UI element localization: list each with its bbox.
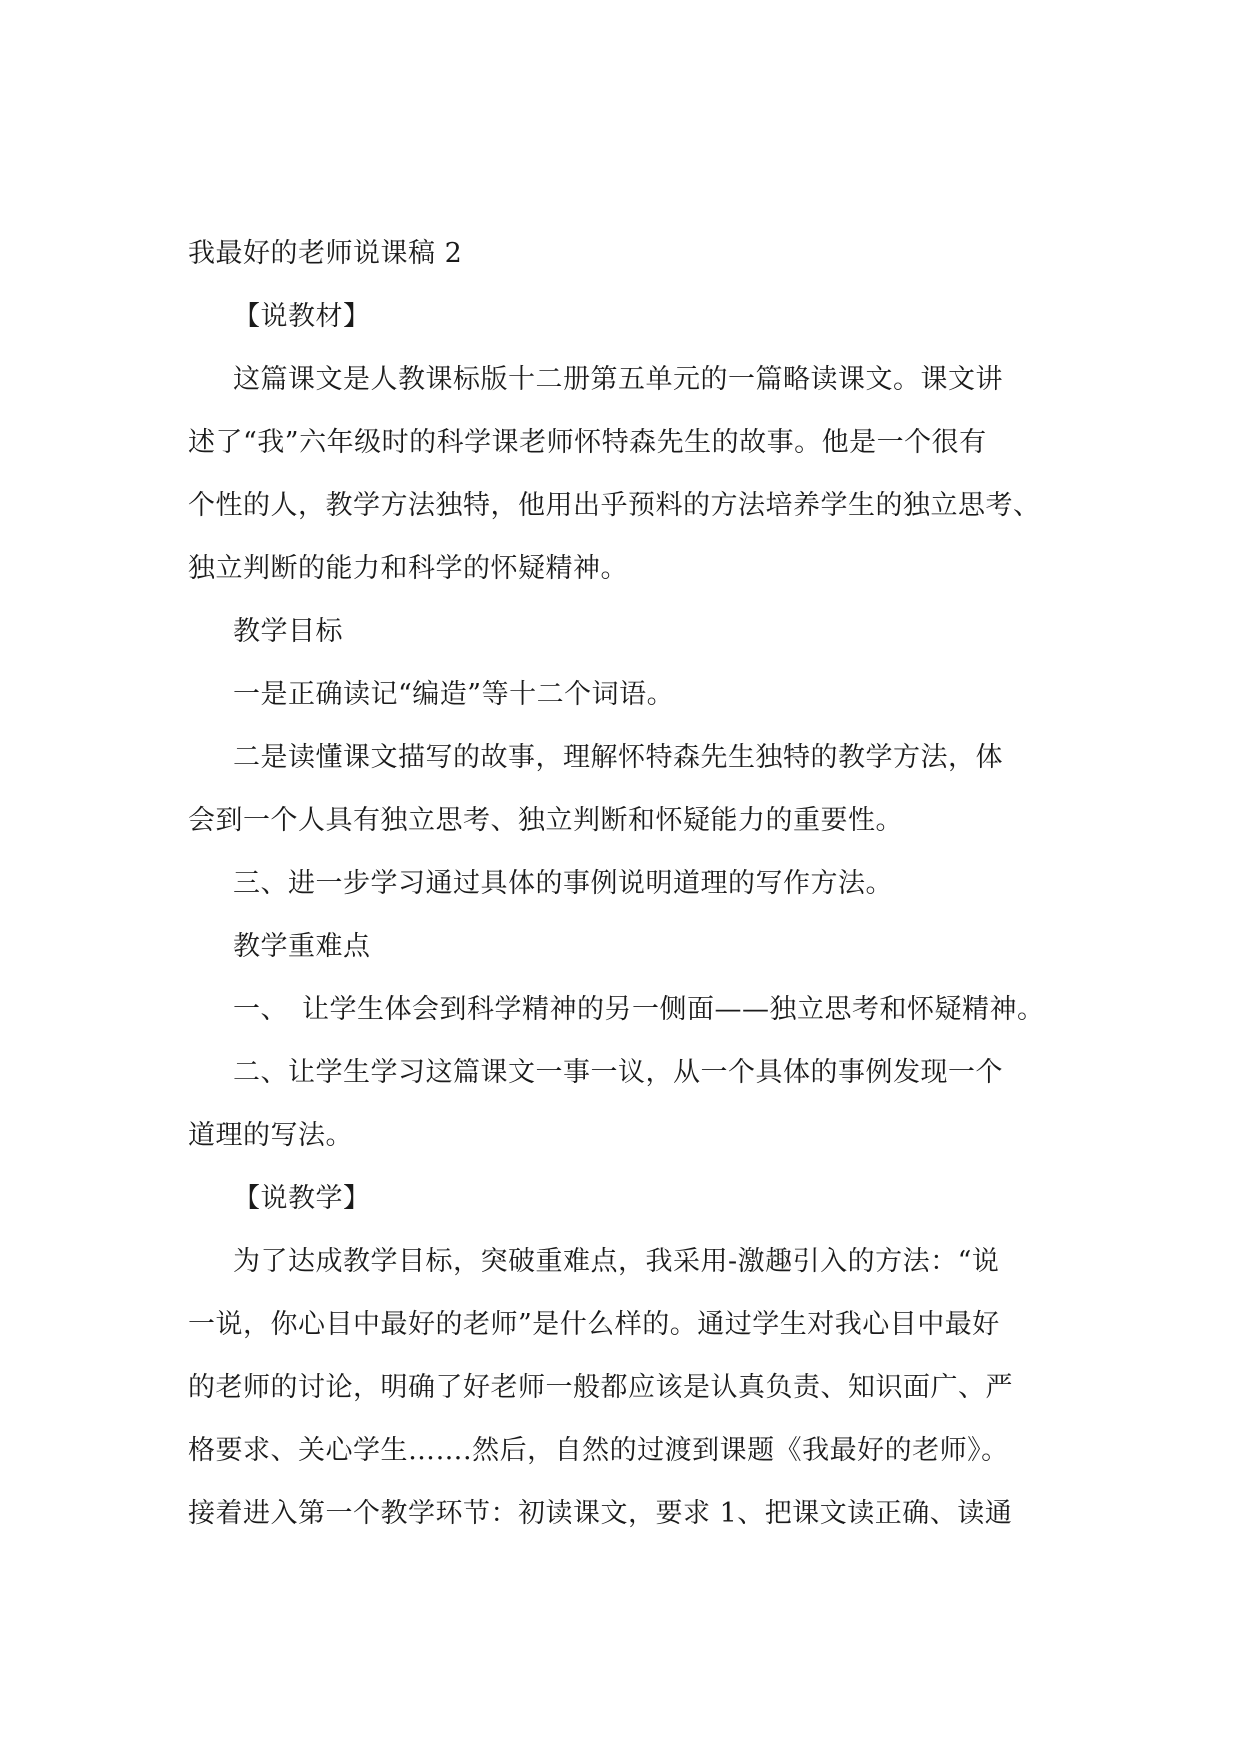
paragraph-line: 一是正确读记“编造”等十二个词语。 [233,679,675,710]
subheading-teaching-goals: 教学目标 [233,616,343,647]
document-title: 我最好的老师说课稿 2 [188,238,463,269]
paragraph-line: 会到一个人具有独立思考、独立判断和怀疑能力的重要性。 [188,805,903,836]
paragraph-line: 这篇课文是人教课标版十二册第五单元的一篇略读课文。课文讲 [233,364,1003,395]
paragraph-line: 为了达成教学目标，突破重难点，我采用-激趣引入的方法：“说 [233,1246,1000,1277]
paragraph-line: 二、让学生学习这篇课文一事一议，从一个具体的事例发现一个 [233,1057,1003,1088]
paragraph-line: 三、进一步学习通过具体的事例说明道理的写作方法。 [233,868,893,899]
paragraph-line: 一说，你心目中最好的老师”是什么样的。通过学生对我心目中最好 [188,1309,1000,1340]
document-page [188,222,1068,1545]
paragraph-line: 格要求、关心学生…….然后，自然的过渡到课题《我最好的老师》。 [188,1435,1009,1466]
paragraph-line: 道理的写法。 [188,1120,353,1151]
section-heading-textbook: 【说教材】 [233,301,371,332]
paragraph-line: 述了“我”六年级时的科学课老师怀特森先生的故事。他是一个很有 [188,427,987,458]
paragraph-line: 一、 让学生体会到科学精神的另一侧面——独立思考和怀疑精神。 [233,994,1045,1025]
paragraph-line: 的老师的讨论，明确了好老师一般都应该是认真负责、知识面广、严 [188,1372,1013,1403]
section-heading-teaching: 【说教学】 [233,1183,371,1214]
subheading-key-points: 教学重难点 [233,931,371,962]
paragraph-line: 独立判断的能力和科学的怀疑精神。 [188,553,628,584]
paragraph-line: 接着进入第一个教学环节：初读课文，要求 1、把课文读正确、读通 [188,1498,1013,1529]
paragraph-line: 二是读懂课文描写的故事，理解怀特森先生独特的教学方法，体 [233,742,1003,773]
paragraph-line: 个性的人，教学方法独特，他用出乎预料的方法培养学生的独立思考、 [188,490,1041,521]
